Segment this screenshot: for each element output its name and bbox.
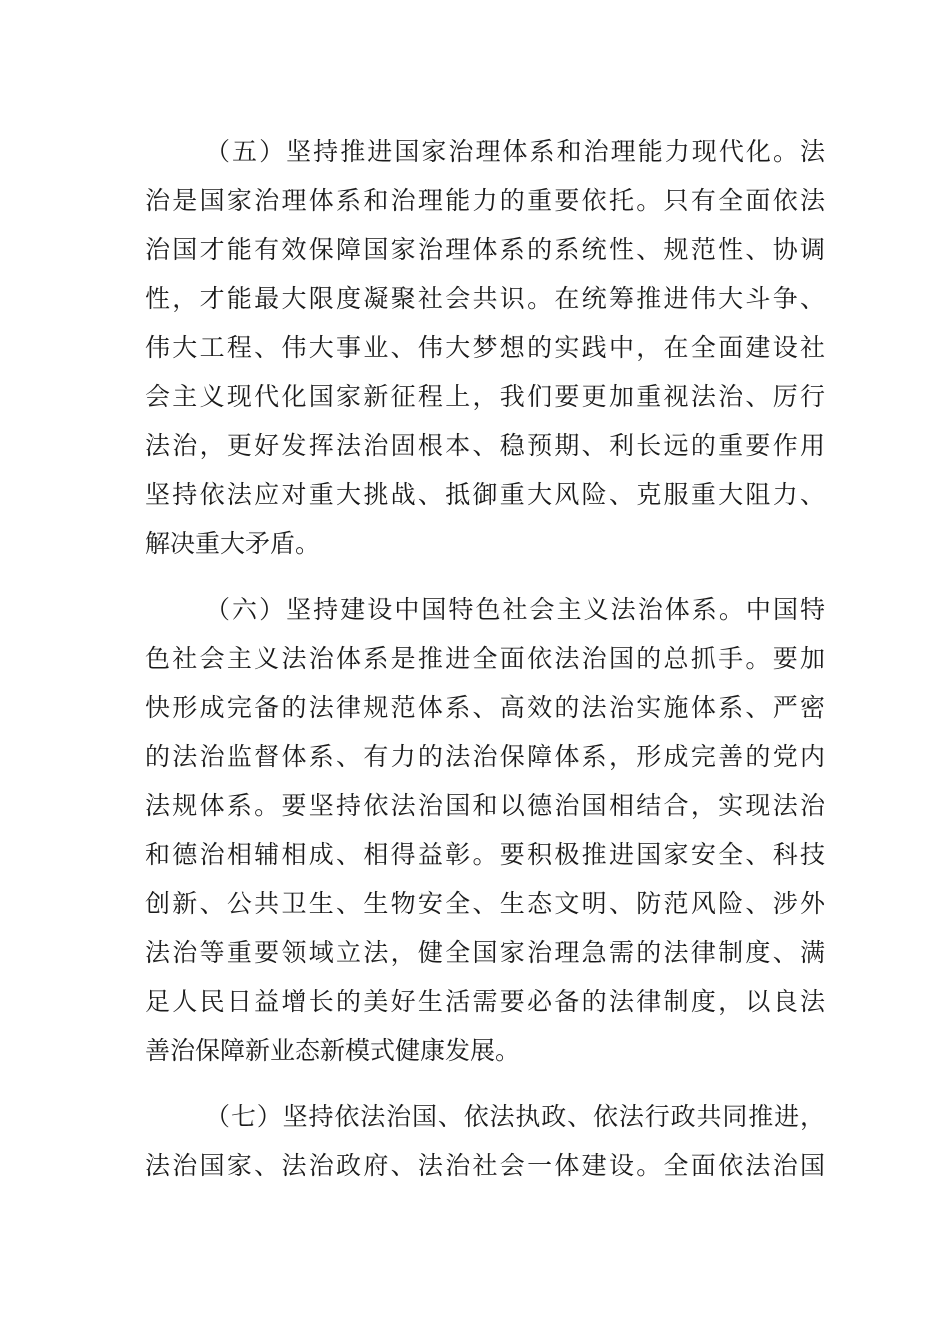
text-line: 法治等重要领域立法，健全国家治理急需的法律制度、满	[145, 938, 825, 967]
text-line: 足人民日益增长的美好生活需要必备的法律制度，以良法	[145, 987, 825, 1016]
text-line: 伟大工程、伟大事业、伟大梦想的实践中，在全面建设社	[145, 333, 825, 362]
text-line: 法规体系。要坚持依法治国和以德治国相结合，实现法治	[145, 791, 825, 820]
text-line: 快形成完备的法律规范体系、高效的法治实施体系、严密	[145, 693, 825, 722]
text-line: 治国才能有效保障国家治理体系的系统性、规范性、协调	[145, 235, 825, 264]
text-line: （六）坚持建设中国特色社会主义法治体系。中国特	[205, 595, 825, 624]
text-line: 法治国家、法治政府、法治社会一体建设。全面依法治国	[145, 1151, 825, 1180]
text-line: 会主义现代化国家新征程上，我们要更加重视法治、厉行	[145, 382, 825, 411]
text-line: 法治，更好发挥法治固根本、稳预期、利长远的重要作用	[145, 431, 825, 460]
text-line: 坚持依法应对重大挑战、抵御重大风险、克服重大阻力、	[145, 480, 825, 509]
text-line: 治是国家治理体系和治理能力的重要依托。只有全面依法	[145, 186, 825, 215]
text-line: （五）坚持推进国家治理体系和治理能力现代化。法	[205, 137, 825, 166]
text-line: 和德治相辅相成、相得益彰。要积极推进国家安全、科技	[145, 840, 825, 869]
text-line: 善治保障新业态新模式健康发展。	[145, 1036, 521, 1065]
text-line: 解决重大矛盾。	[145, 529, 321, 558]
text-line: 性，才能最大限度凝聚社会共识。在统筹推进伟大斗争、	[145, 284, 825, 313]
text-line: 色社会主义法治体系是推进全面依法治国的总抓手。要加	[145, 644, 825, 673]
text-line: （七）坚持依法治国、依法执政、依法行政共同推进，	[205, 1102, 825, 1131]
text-line: 的法治监督体系、有力的法治保障体系，形成完善的党内	[145, 742, 825, 771]
text-line: 创新、公共卫生、生物安全、生态文明、防范风险、涉外	[145, 889, 825, 918]
